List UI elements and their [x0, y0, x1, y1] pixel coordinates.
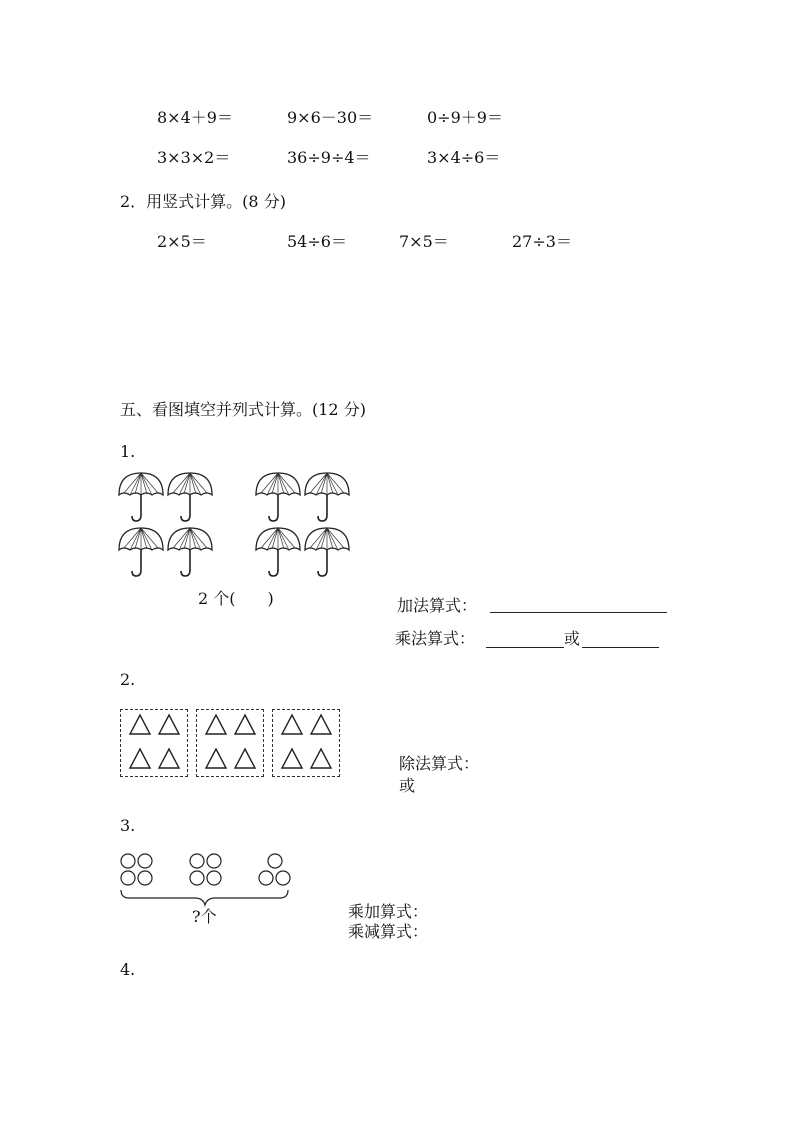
q2-or-text: 或	[399, 776, 416, 795]
umbrella-icon	[168, 528, 214, 580]
umbrella-icon	[119, 528, 165, 580]
section5-title: 五、看图填空并列式计算。(12 分)	[120, 400, 366, 419]
circle-icon	[138, 854, 152, 868]
q3-number: 3.	[120, 816, 136, 835]
triangle-icon	[234, 748, 256, 770]
triangle-icon	[281, 748, 303, 770]
q1-add-label: 加法算式：	[397, 596, 478, 615]
expr-r1-1: 8×4＋9＝	[157, 108, 233, 127]
q1-mul-answer-line-1[interactable]	[486, 647, 564, 648]
triangle-icon	[234, 714, 256, 736]
circle-icon	[259, 871, 273, 885]
umbrella-icon	[305, 528, 351, 580]
triangle-icon	[310, 714, 332, 736]
expr-r1-2: 9×6－30＝	[287, 108, 374, 127]
circle-icon	[138, 871, 152, 885]
circle-icon	[121, 871, 135, 885]
circle-icon	[207, 854, 221, 868]
brace	[121, 890, 288, 905]
expr-r2-2: 36÷9÷4＝	[287, 148, 371, 167]
q1-caption: 2 个( )	[198, 589, 274, 608]
q2-number: 2.	[120, 670, 136, 689]
circle-icon	[276, 871, 290, 885]
circle-icon	[207, 871, 221, 885]
triangle-icon	[281, 714, 303, 736]
triangle-icon	[158, 748, 180, 770]
q3-brace-label: ?个	[192, 907, 217, 926]
circle-icon	[190, 854, 204, 868]
expr-r3-3: 7×5＝	[399, 232, 449, 251]
umbrella-icon	[256, 473, 302, 525]
section2-title: 2．用竖式计算。(8 分)	[120, 192, 286, 211]
umbrella-icon	[305, 473, 351, 525]
q1-mul-answer-line-2[interactable]	[582, 647, 659, 648]
q1-add-answer-line[interactable]	[490, 612, 667, 613]
expr-r3-1: 2×5＝	[157, 232, 207, 251]
triangle-icon	[158, 714, 180, 736]
expr-r2-1: 3×3×2＝	[157, 148, 231, 167]
circle-icon	[268, 854, 282, 868]
q3-muladd-label: 乘加算式：	[348, 902, 429, 921]
circle-icon	[190, 871, 204, 885]
q1-mul-label: 乘法算式：	[395, 629, 476, 648]
umbrella-icon	[168, 473, 214, 525]
expr-r1-3: 0÷9＋9＝	[427, 108, 503, 127]
expr-r3-2: 54÷6＝	[287, 232, 347, 251]
q3-mulsub-label: 乘减算式：	[348, 922, 429, 941]
q4-number: 4.	[120, 960, 136, 979]
q1-or-text: 或	[564, 629, 581, 648]
q2-div-label: 除法算式：	[399, 754, 480, 773]
circle-icon	[121, 854, 135, 868]
q1-number: 1.	[120, 442, 136, 461]
triangle-icon	[310, 748, 332, 770]
triangle-icon	[205, 714, 227, 736]
umbrella-icon	[119, 473, 165, 525]
triangle-icon	[129, 714, 151, 736]
umbrella-icon	[256, 528, 302, 580]
expr-r2-3: 3×4÷6＝	[427, 148, 501, 167]
expr-r3-4: 27÷3＝	[512, 232, 572, 251]
triangle-icon	[205, 748, 227, 770]
triangle-icon	[129, 748, 151, 770]
